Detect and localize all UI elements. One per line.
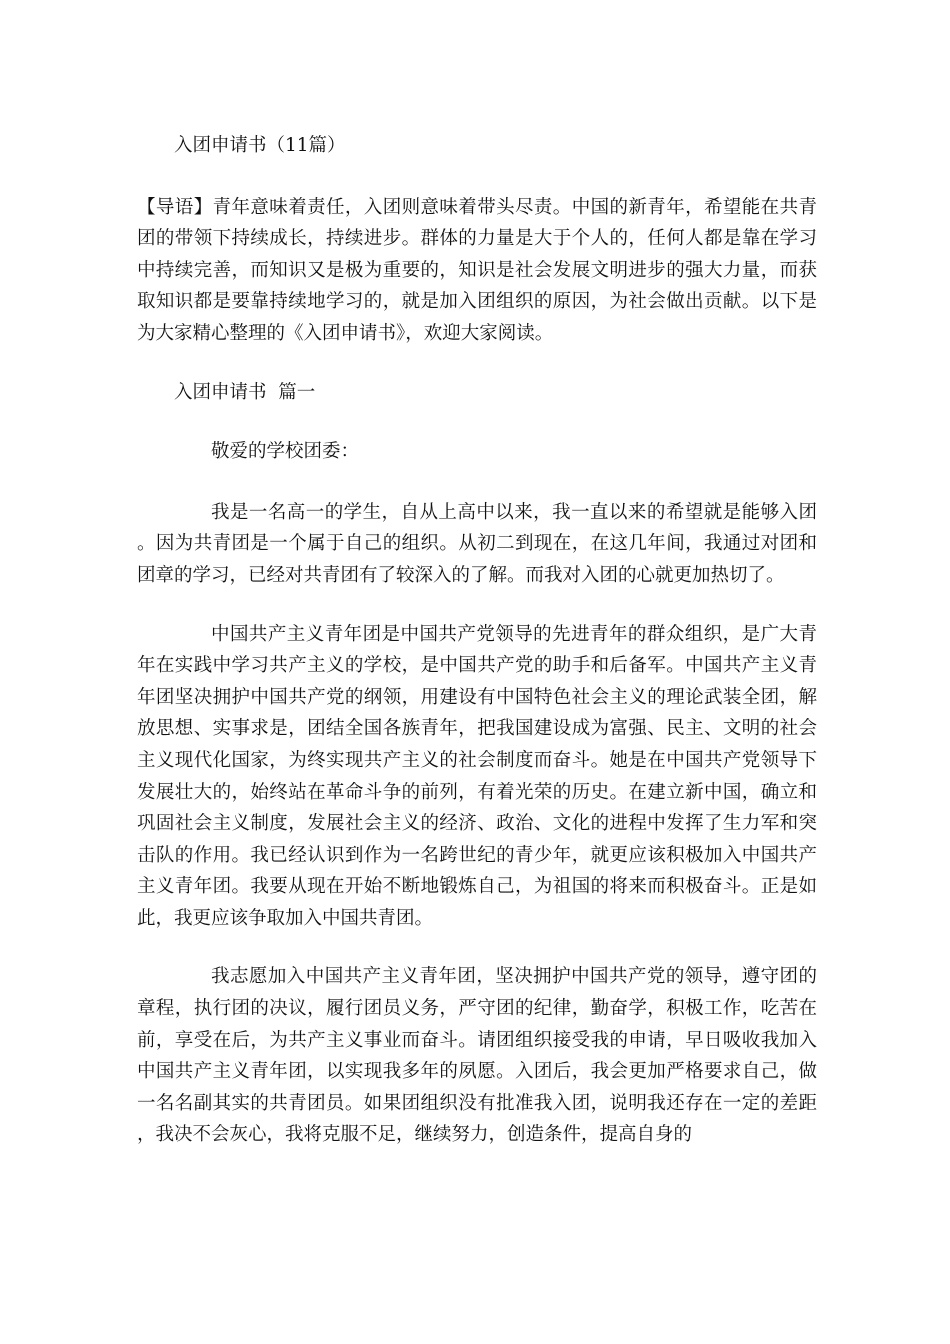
body-paragraph-3: 我志愿加入中国共产主义青年团，坚决拥护中国共产党的领导，遵守团的章程，执行团的决议，履行团员义务，严守团的纪律，勤奋学，积极工作，吃苦在前，享受在后，为共产主义事业而奋斗。请团组织接受我的申请，早日吸收我加入中国共产主义青年团，以实现我多年的夙愿。入团后，我会更加严格要求自己，做一名名副其实的共青团员。如果团组织没有批准我入团，说明我还存在一定的差距，我决不会灰心，我将克服不足，继续努力，创造条件，提高自身的 <box>137 966 817 1146</box>
salutation: 敬爱的学校团委： <box>211 441 360 463</box>
body-paragraph-1: 我是一名高一的学生，自从上高中以来，我一直以来的希望就是能够入团。因为共青团是一个属于自己的组织。从初二到现在，在这几年间，我通过对团和团章的学习，已经对共青团有了较深入的了解。而我对入团的心就更加热切了。 <box>137 501 817 586</box>
lead-tag: 【导语】 <box>137 196 213 218</box>
lead-text: 青年意味着责任，入团则意味着带头尽责。中国的新青年，希望能在共青团的带领下持续成长，持续进步。群体的力量是大于个人的，任何人都是靠在学习中持续完善，而知识又是极为重要的，知识是社会发展文明进步的强大力量，而获取知识都是要靠持续地学习的，就是加入团组织的原因，为社会做出贡献。以下是为大家精心整理的《入团申请书》，欢迎大家阅读。 <box>137 196 817 344</box>
body-paragraph-2: 中国共产主义青年团是中国共产党领导的先进青年的群众组织，是广大青年在实践中学习共产主义的学校，是中国共产党的助手和后备军。中国共产主义青年团坚决拥护中国共产党的纲领，用建设有中国特色社会主义的理论武装全团，解放思想、实事求是，团结全国各族青年，把我国建设成为富强、民主、文明的社会主义现代化国家，为终实现共产主义的社会制度而奋斗。她是在中国共产党领导下发展壮大的，始终站在革命斗争的前列，有着光荣的历史。在建立新中国，确立和巩固社会主义制度，发展社会主义的经济、政治、文化的进程中发挥了生力军和突击队的作用。我已经认识到作为一名跨世纪的青少年，就更应该积极加入中国共产主义青年团。我要从现在开始不断地锻炼自己，为祖国的将来而积极奋斗。正是如此，我更应该争取加入中国共青团。 <box>137 623 817 929</box>
document-title: 入团申请书（11篇） <box>174 135 346 156</box>
lead-paragraph <box>137 192 817 350</box>
section-heading: 入团申请书 篇一 <box>174 381 316 403</box>
document-body <box>137 130 817 1178</box>
